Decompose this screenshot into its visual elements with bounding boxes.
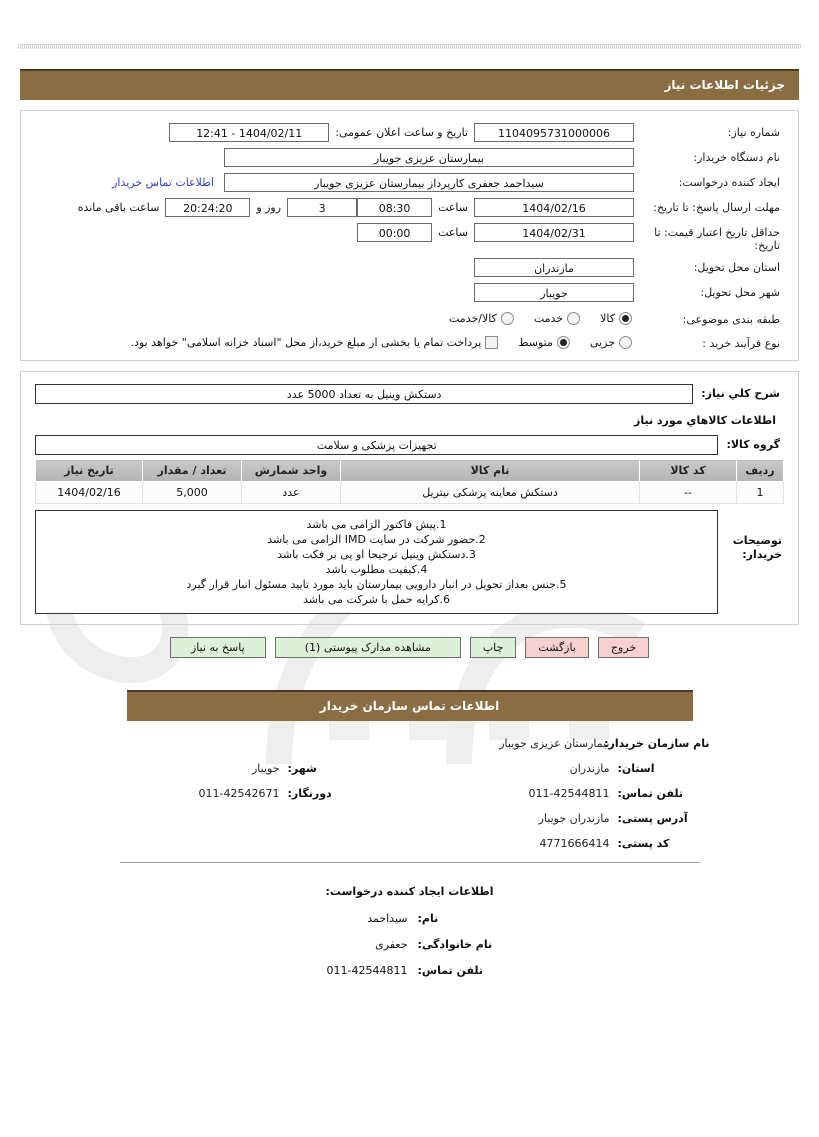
requester-details bbox=[110, 912, 710, 977]
process-option-minor-label: جزیی bbox=[589, 335, 615, 349]
contact-fax-cell bbox=[130, 787, 380, 800]
category-option-goods-label: کالا bbox=[600, 311, 615, 325]
validity-label: حداقل تاریخ اعتبار قیمت: تا تاریخ: bbox=[654, 226, 780, 252]
public-announce-label: تاریخ و ساعت اعلان عمومی: bbox=[335, 126, 468, 139]
delivery-city-label: شهر محل تحویل: bbox=[700, 286, 780, 299]
exit-button[interactable]: خروج bbox=[598, 637, 649, 658]
validity-row bbox=[35, 223, 784, 252]
column-row: ردیف bbox=[737, 460, 784, 482]
contact-city-cell bbox=[130, 762, 380, 775]
top-divider bbox=[18, 44, 801, 49]
contact-fax-label: دورنگار: bbox=[287, 787, 332, 800]
page-root bbox=[0, 44, 819, 977]
contact-org-value: بیمارستان عزیزی جویبار bbox=[499, 737, 610, 750]
note-item: 3.دستکش وینیل ترجیحا او پی بر فکت باشد bbox=[277, 548, 476, 561]
contact-province-row bbox=[110, 762, 710, 775]
requester-name-label: نام: bbox=[417, 912, 439, 925]
contact-postal-cell bbox=[380, 837, 710, 850]
creator-label: ایجاد کننده درخواست: bbox=[678, 176, 780, 189]
contact-province-cell bbox=[380, 762, 710, 775]
buyer-notes-label: توضیحات خریدار: bbox=[732, 534, 782, 561]
print-button[interactable]: چاپ bbox=[470, 637, 517, 658]
goods-group-row bbox=[35, 435, 784, 455]
category-option-goods[interactable] bbox=[600, 312, 632, 325]
note-item: 6.کرایه حمل با شرکت می باشد bbox=[303, 593, 450, 606]
validity-date-value: 1404/02/31 bbox=[474, 223, 634, 242]
radio-icon[interactable] bbox=[557, 336, 570, 349]
city-row bbox=[35, 283, 784, 302]
contact-address-row bbox=[110, 812, 710, 825]
countdown-label: ساعت باقی مانده bbox=[77, 201, 160, 214]
contact-section-title: اطلاعات تماس سازمان خریدار bbox=[127, 690, 693, 721]
buyer-org-label: نام دستگاه خریدار: bbox=[693, 151, 780, 164]
contact-city-label: شهر: bbox=[287, 762, 317, 775]
deadline-time-value: 08:30 bbox=[357, 198, 432, 217]
delivery-city-value: جویبار bbox=[474, 283, 634, 302]
note-item: 4.کیفیت مطلوب باشد bbox=[325, 563, 428, 576]
requester-phone-label: تلفن تماس: bbox=[417, 964, 483, 977]
radio-icon[interactable] bbox=[501, 312, 514, 325]
need-number-label: شماره نیاز: bbox=[727, 126, 780, 139]
overall-description-row bbox=[35, 384, 784, 404]
need-number-row bbox=[35, 123, 784, 142]
page-title: جزئیات اطلاعات نیاز bbox=[20, 69, 799, 100]
checkbox-icon[interactable] bbox=[485, 336, 498, 349]
contact-postal-label: کد پستی: bbox=[617, 837, 670, 850]
contact-address-label: آدرس پستی: bbox=[617, 812, 688, 825]
cell-unit: عدد bbox=[242, 482, 341, 504]
remaining-days-label: روز و bbox=[256, 201, 282, 214]
creator-row bbox=[35, 173, 784, 192]
action-button-row bbox=[10, 637, 809, 658]
category-option-goods-service[interactable] bbox=[449, 312, 514, 325]
requester-phone-value: 011-42544811 bbox=[326, 964, 408, 977]
cell-row: 1 bbox=[737, 482, 784, 504]
radio-icon[interactable] bbox=[619, 312, 632, 325]
requester-name-row bbox=[110, 912, 710, 925]
note-item: 5.جنس بعداز تحویل در انبار دارویی بیمارستان باید مورد تایید مسئول انبار قرار گیرد bbox=[186, 578, 567, 591]
contact-org-cell bbox=[380, 737, 710, 750]
contact-postal-row bbox=[110, 837, 710, 850]
cell-name: دستکش معاینه پزشکی نیتریل bbox=[341, 482, 640, 504]
category-radio-group[interactable] bbox=[433, 312, 632, 325]
goods-table bbox=[35, 459, 784, 504]
public-announce-value: 1404/02/11 - 12:41 bbox=[169, 123, 329, 142]
contact-postal-value: 4771666414 bbox=[539, 837, 610, 850]
process-option-medium-label: متوسط bbox=[518, 335, 553, 349]
buyer-org-row bbox=[35, 148, 784, 167]
process-radio-group[interactable] bbox=[115, 336, 632, 349]
note-item: 2.حضور شرکت در سایت IMD الزامی می باشد bbox=[267, 533, 486, 546]
buyer-notes-row bbox=[35, 510, 784, 614]
column-date: تاریخ نیاز bbox=[36, 460, 143, 482]
deadline-hour-label: ساعت bbox=[438, 201, 468, 214]
buyer-notes-box bbox=[35, 510, 718, 614]
cell-date: 1404/02/16 bbox=[36, 482, 143, 504]
contact-details bbox=[110, 737, 710, 850]
contact-phone-row bbox=[110, 787, 710, 800]
column-quantity: تعداد / مقدار bbox=[143, 460, 242, 482]
goods-panel bbox=[20, 371, 799, 625]
goods-group-label: گروه كالا: bbox=[726, 438, 780, 451]
deadline-date-value: 1404/02/16 bbox=[474, 198, 634, 217]
remaining-days-value: 3 bbox=[287, 198, 357, 217]
contact-section bbox=[127, 690, 693, 721]
validity-hour-label: ساعت bbox=[438, 226, 468, 239]
requester-family-value: جعفری bbox=[375, 938, 408, 951]
delivery-province-value: مازندران bbox=[474, 258, 634, 277]
contact-phone-value: 011-42544811 bbox=[528, 787, 610, 800]
buyer-org-value: بیمارستان عزیزی جویبار bbox=[224, 148, 634, 167]
treasury-bonds-option[interactable] bbox=[131, 336, 499, 349]
creator-value: سیداحمد جعفری کارپرداز بیمارستان عزیزی جویبار bbox=[224, 173, 634, 192]
view-attachments-button[interactable]: مشاهده مدارک پیوستی (1) bbox=[275, 637, 461, 658]
contact-address-cell bbox=[380, 812, 710, 825]
countdown-timer-value: 20:24:20 bbox=[165, 198, 250, 217]
category-option-service[interactable] bbox=[534, 312, 580, 325]
column-unit: واحد شمارش bbox=[242, 460, 341, 482]
contact-org-label: نام سازمان خریدار: bbox=[604, 737, 710, 750]
overall-description-value: دستکش وینیل به تعداد 5000 عدد bbox=[35, 384, 693, 404]
respond-to-need-button[interactable]: پاسخ به نیاز bbox=[170, 637, 266, 658]
requester-phone-row bbox=[110, 964, 710, 977]
process-option-minor[interactable] bbox=[590, 336, 632, 349]
goods-table-header-row bbox=[36, 460, 784, 482]
process-label: نوع فرآیند خرید : bbox=[702, 337, 780, 350]
requester-section-title: اطلاعات ایجاد کننده درخواست: bbox=[325, 885, 494, 898]
goods-group-value: تجهیزات پزشکی و سلامت bbox=[35, 435, 718, 455]
cell-code: -- bbox=[640, 482, 737, 504]
category-option-goods-service-label: کالا/خدمت bbox=[449, 311, 497, 325]
back-button[interactable]: بازگشت bbox=[525, 637, 589, 658]
need-number-value: 1104095731000006 bbox=[474, 123, 634, 142]
need-details-panel bbox=[20, 110, 799, 361]
table-row bbox=[36, 482, 784, 504]
requester-family-label: نام خانوادگی: bbox=[417, 938, 493, 951]
goods-info-title: اطلاعات كالاهاي مورد نياز bbox=[634, 414, 776, 427]
column-code: کد کالا bbox=[640, 460, 737, 482]
radio-icon[interactable] bbox=[567, 312, 580, 325]
contact-phone-cell bbox=[380, 787, 710, 800]
category-label: طبقه بندی موضوعی: bbox=[682, 313, 780, 326]
process-row bbox=[35, 334, 784, 350]
treasury-bonds-label: پرداخت تمام یا بخشی از مبلغ خرید،از محل "اسناد خزانه اسلامی" خواهد بود. bbox=[130, 335, 482, 349]
delivery-province-label: استان محل تحویل: bbox=[693, 261, 780, 274]
contact-city-value: جویبار bbox=[251, 762, 280, 775]
buyer-contact-link[interactable]: اطلاعات تماس خریدار bbox=[112, 176, 214, 189]
validity-time-value: 00:00 bbox=[357, 223, 432, 242]
note-item: 1.پیش فاکتور الزامی می باشد bbox=[306, 518, 447, 531]
contact-fax-value: 011-42542671 bbox=[198, 787, 280, 800]
contact-address-value: مازندران جویبار bbox=[538, 812, 610, 825]
contact-phone-label: تلفن تماس: bbox=[617, 787, 683, 800]
contact-province-label: استان: bbox=[617, 762, 655, 775]
category-row bbox=[35, 310, 784, 326]
deadline-row bbox=[35, 198, 784, 217]
requester-name-value: سیداحمد bbox=[367, 912, 408, 925]
contact-province-value: مازندران bbox=[569, 762, 610, 775]
process-option-medium[interactable] bbox=[518, 336, 570, 349]
contact-org-row bbox=[110, 737, 710, 750]
column-name: نام کالا bbox=[341, 460, 640, 482]
deadline-label: مهلت ارسال پاسخ: تا تاریخ: bbox=[653, 201, 780, 214]
radio-icon[interactable] bbox=[619, 336, 632, 349]
requester-family-row bbox=[110, 938, 710, 951]
cell-quantity: 5,000 bbox=[143, 482, 242, 504]
contact-divider bbox=[120, 862, 700, 863]
province-row bbox=[35, 258, 784, 277]
category-option-service-label: خدمت bbox=[533, 311, 564, 325]
overall-description-label: شرح كلي نياز: bbox=[701, 387, 780, 400]
